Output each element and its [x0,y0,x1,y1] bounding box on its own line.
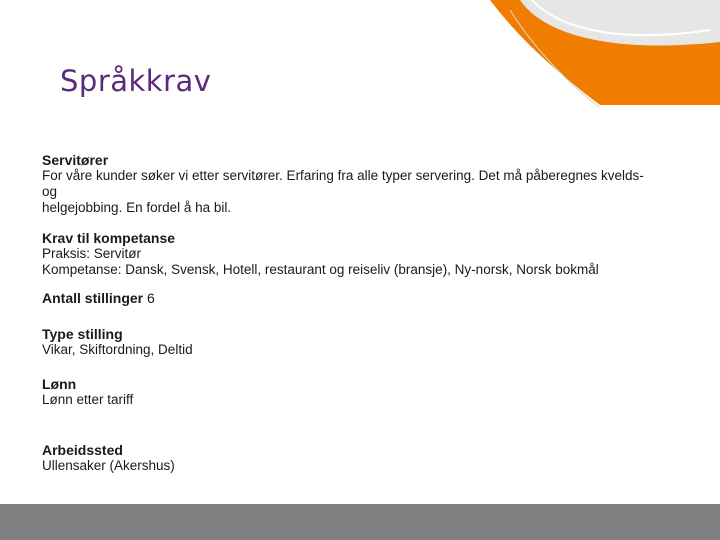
type-line: Vikar, Skiftordning, Deltid [42,342,193,357]
section-heading: Type stilling [42,326,123,342]
location-line: Ullensaker (Akershus) [42,458,175,473]
footer-bar [0,504,720,540]
praksis-line: Praksis: Servitør [42,246,142,261]
section-lonn [42,376,662,408]
section-arbeidssted [42,442,662,474]
section-heading: Antall stillinger [42,290,144,306]
description-line: For våre kunder søker vi etter servitører. Erfaring fra alle typer servering. Det må påberegnes kvelds- og [42,168,644,199]
corner-decoration [480,0,720,110]
kompetanse-line: Kompetanse: Dansk, Svensk, Hotell, restaurant og reiseliv (bransje), Ny-norsk, Norsk bokmål [42,262,599,277]
job-listing [42,152,662,474]
section-heading: Arbeidssted [42,442,123,458]
section-heading: Krav til kompetanse [42,230,176,246]
description-line: helgejobbing. En fordel å ha bil. [42,200,232,215]
section-kompetanse [42,230,662,278]
salary-line: Lønn etter tariff [42,392,134,407]
slide-title: Språkkrav [60,64,212,98]
section-type-stilling [42,326,662,358]
section-heading: Lønn [42,376,77,392]
section-servitorer [42,152,662,216]
section-heading: Servitører [42,152,109,168]
section-antall-stillinger [42,290,662,306]
positions-count: 6 [147,290,155,306]
